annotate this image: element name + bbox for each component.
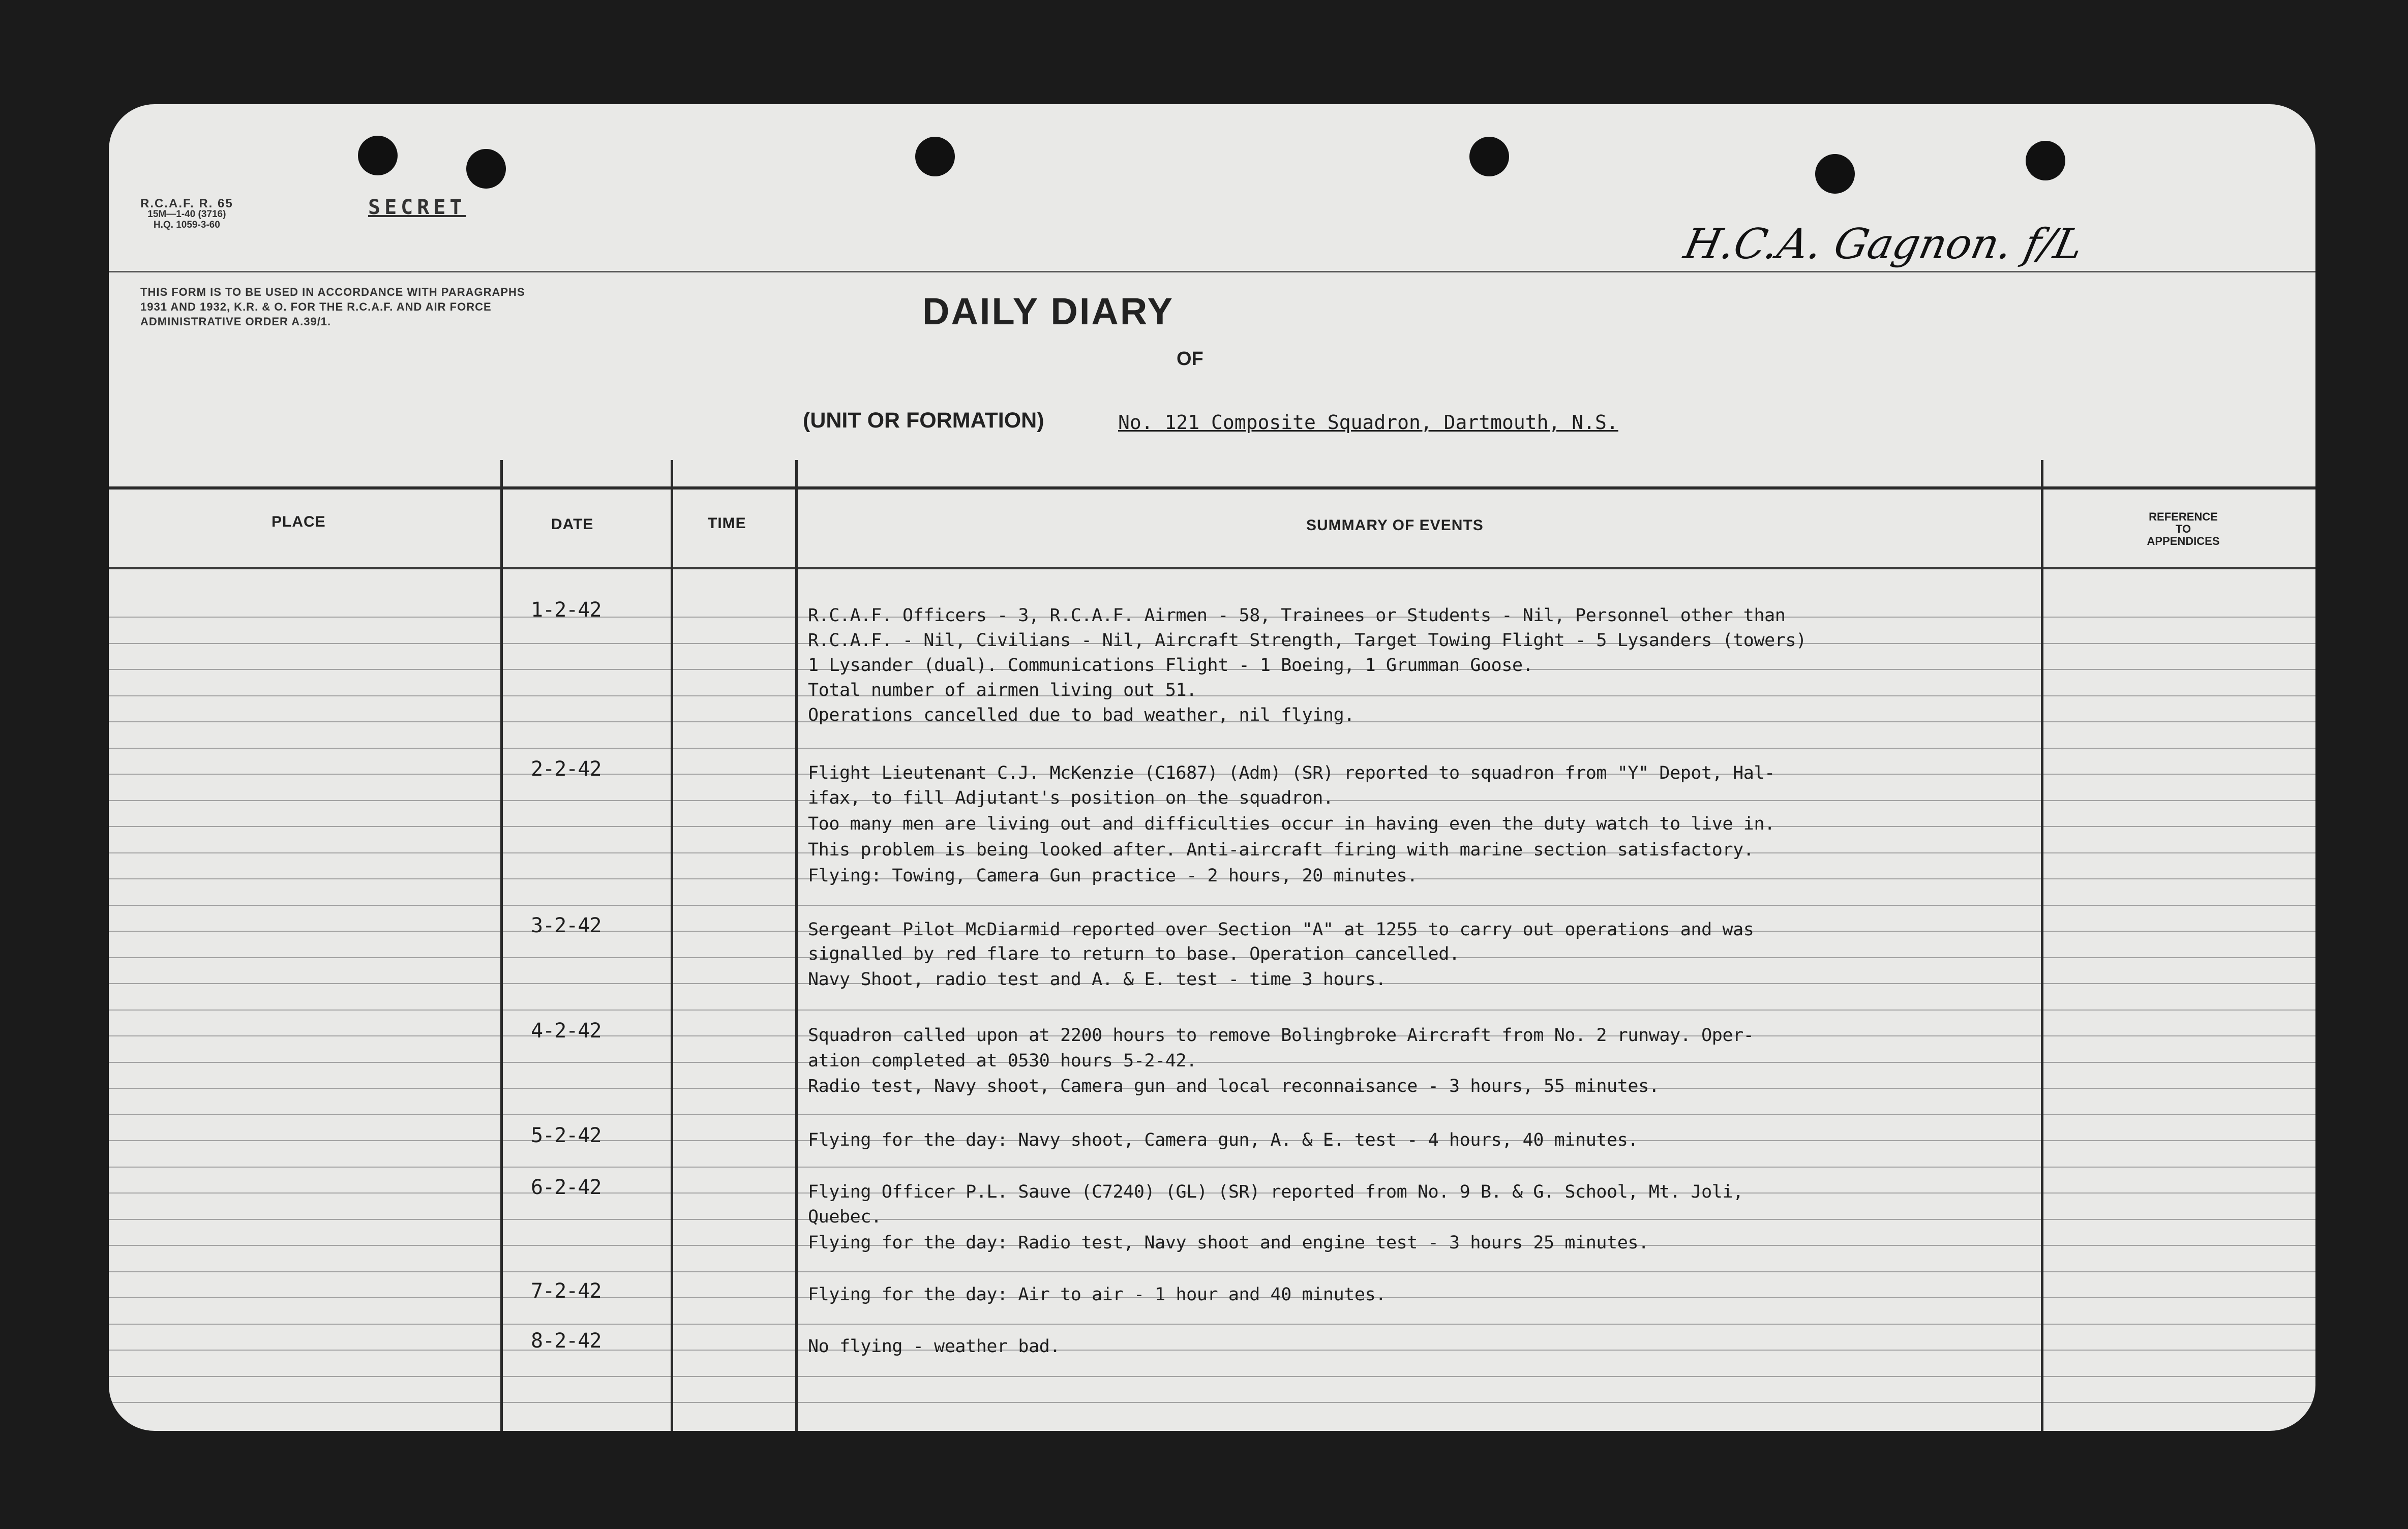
- event-line: Sergeant Pilot McDiarmid reported over Section "A" at 1255 to carry out operations and was: [808, 920, 1754, 940]
- ruled-line: [109, 748, 2315, 749]
- event-line: R.C.A.F. - Nil, Civilians - Nil, Aircraft Strength, Target Towing Flight - 5 Lysanders (towers): [808, 630, 1807, 651]
- form-code-line: H.Q. 1059-3-60: [153, 220, 220, 230]
- column-divider: [500, 460, 503, 1431]
- form-code-line: R.C.A.F. R. 65: [140, 197, 233, 210]
- ruled-line: [109, 905, 2315, 906]
- event-line: Navy Shoot, radio test and A. & E. test - time 3 hours.: [808, 969, 1386, 990]
- handwritten-signature: H.C.A. Gagnon. f/L: [1679, 220, 2088, 268]
- ruled-line: [109, 1271, 2315, 1272]
- entry-date: 4-2-42: [531, 1019, 601, 1043]
- column-divider: [795, 460, 798, 1431]
- event-line: Squadron called upon at 2200 hours to remove Bolingbroke Aircraft from No. 2 runway. Oper-: [808, 1025, 1754, 1046]
- event-line: ifax, to fill Adjutant's position on the squadron.: [808, 788, 1334, 808]
- event-line: Flying for the day: Air to air - 1 hour and 40 minutes.: [808, 1285, 1386, 1305]
- classification-stamp: SECRET: [368, 196, 466, 219]
- punch-hole: [1469, 137, 1509, 176]
- event-line: Flying: Towing, Camera Gun practice - 2 hours, 20 minutes.: [808, 866, 1418, 886]
- column-header-date: DATE: [551, 516, 594, 533]
- form-code-line: 15M—1-40 (3716): [147, 209, 226, 220]
- column-divider: [2041, 460, 2043, 1431]
- table-head-rule: [109, 567, 2315, 569]
- column-divider: [671, 460, 673, 1431]
- reference-line: TO: [2175, 523, 2191, 535]
- ruled-line: [109, 695, 2315, 696]
- page-title: DAILY DIARY: [922, 290, 1174, 332]
- column-header-summary: SUMMARY OF EVENTS: [1306, 517, 1484, 534]
- entry-date: 6-2-42: [531, 1176, 601, 1199]
- punch-hole: [2026, 141, 2065, 180]
- event-line: No flying - weather bad.: [808, 1336, 1061, 1357]
- entry-date: 8-2-42: [531, 1329, 601, 1353]
- event-line: Flying Officer P.L. Sauve (C7240) (GL) (SR) reported from No. 9 B. & G. School, Mt. Joli,: [808, 1182, 1743, 1202]
- event-line: Flying for the day: Navy shoot, Camera gun, A. & E. test - 4 hours, 40 minutes.: [808, 1130, 1639, 1150]
- diary-form: [109, 104, 2315, 1431]
- ruled-line: [109, 1114, 2315, 1115]
- event-line: Quebec.: [808, 1207, 882, 1227]
- event-line: 1 Lysander (dual). Communications Flight - 1 Boeing, 1 Grumman Goose.: [808, 655, 1533, 676]
- event-line: Total number of airmen living out 51.: [808, 680, 1197, 700]
- form-instructions: THIS FORM IS TO BE USED IN ACCORDANCE WITH PARAGRAPHS 1931 AND 1932, K.R. & O. FOR THE R.C.A.F. AND AIR FORCE ADMINISTRATIVE ORDER A.39/1.: [140, 286, 525, 328]
- column-header-time: TIME: [708, 515, 746, 532]
- title-of: OF: [1177, 348, 1203, 370]
- event-line: Too many men are living out and difficulties occur in having even the duty watch to live in.: [808, 814, 1775, 834]
- event-line: signalled by red flare to return to base. Operation cancelled.: [808, 944, 1460, 964]
- event-line: R.C.A.F. Officers - 3, R.C.A.F. Airmen - 58, Trainees or Students - Nil, Personnel other than: [808, 605, 1786, 626]
- reference-line: REFERENCE: [2149, 510, 2218, 523]
- unit-value: No. 121 Composite Squadron, Dartmouth, N.S.: [1118, 411, 1618, 434]
- event-line: Flight Lieutenant C.J. McKenzie (C1687) (Adm) (SR) reported to squadron from "Y" Depot, Hal-: [808, 763, 1775, 783]
- punch-hole: [358, 136, 398, 175]
- entry-date: 7-2-42: [531, 1279, 601, 1303]
- event-line: Flying for the day: Radio test, Navy shoot and engine test - 3 hours 25 minutes.: [808, 1233, 1649, 1253]
- form-code: [140, 198, 233, 230]
- ruled-line: [109, 1062, 2315, 1063]
- table-top-rule: [109, 486, 2315, 490]
- reference-line: APPENDICES: [2147, 535, 2220, 547]
- ruled-line: [109, 1324, 2315, 1325]
- punch-hole: [466, 149, 506, 189]
- header-rule: [109, 271, 2315, 272]
- ruled-line: [109, 1402, 2315, 1403]
- entry-date: 1-2-42: [531, 598, 601, 622]
- column-header-reference: [2132, 511, 2234, 547]
- entry-date: 5-2-42: [531, 1124, 601, 1147]
- entry-date: 3-2-42: [531, 914, 601, 937]
- event-line: This problem is being looked after. Anti-aircraft firing with marine section satisfactory.: [808, 840, 1754, 860]
- ruled-line: [109, 1376, 2315, 1377]
- ruled-line: [109, 1010, 2315, 1011]
- column-header-place: PLACE: [272, 513, 326, 530]
- unit-label: (UNIT OR FORMATION): [803, 408, 1044, 433]
- ruled-line: [109, 1219, 2315, 1220]
- event-line: Operations cancelled due to bad weather, nil flying.: [808, 705, 1354, 725]
- punch-hole: [915, 137, 955, 176]
- event-line: ation completed at 0530 hours 5-2-42.: [808, 1051, 1197, 1071]
- ruled-line: [109, 1350, 2315, 1351]
- punch-hole: [1815, 154, 1855, 194]
- entry-date: 2-2-42: [531, 757, 601, 781]
- event-line: Radio test, Navy shoot, Camera gun and local reconnaisance - 3 hours, 55 minutes.: [808, 1076, 1660, 1096]
- ruled-line: [109, 1167, 2315, 1168]
